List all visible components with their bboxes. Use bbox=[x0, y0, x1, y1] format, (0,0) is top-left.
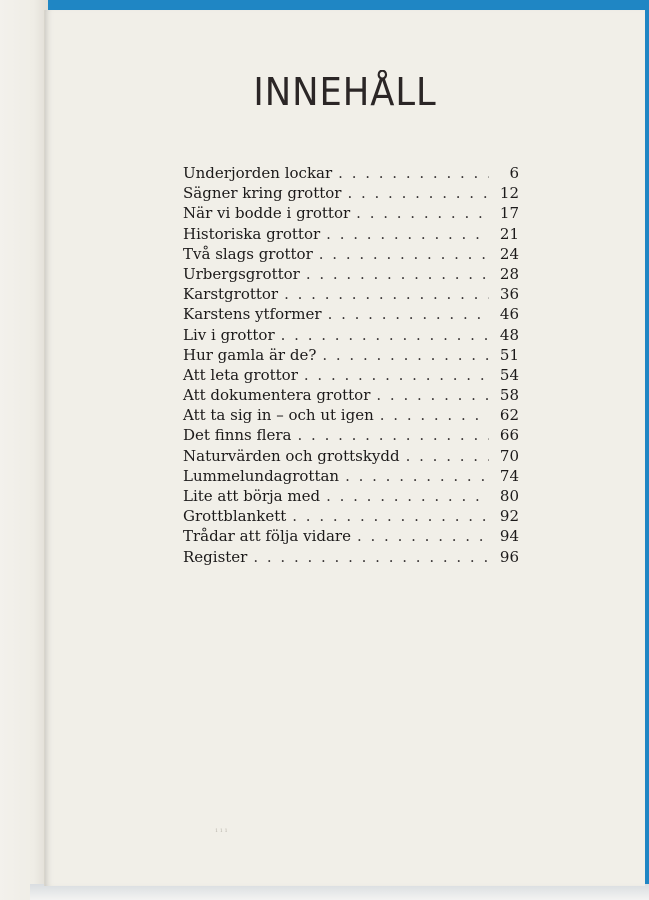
toc-entry bbox=[183, 486, 519, 506]
toc-entry-page-number: 21 bbox=[499, 224, 519, 243]
toc-entry-page-number: 70 bbox=[499, 446, 519, 465]
dot-leader bbox=[376, 385, 489, 405]
toc-entry bbox=[183, 183, 519, 203]
toc-entry-page-number: 62 bbox=[499, 406, 519, 425]
toc-entry-title: Underjorden lockar bbox=[183, 164, 333, 182]
toc-entry-title: Två slags grottor bbox=[183, 244, 313, 263]
table-of-contents bbox=[183, 163, 519, 567]
toc-entry-title: Hur gamla är de? bbox=[183, 345, 317, 364]
toc-entry-page-number: 6 bbox=[509, 164, 519, 182]
toc-entry-title: Urbergsgrottor bbox=[183, 264, 300, 283]
dot-leader bbox=[284, 284, 489, 304]
dot-leader bbox=[328, 304, 489, 324]
toc-entry-title: När vi bodde i grottor bbox=[183, 204, 351, 223]
toc-entry bbox=[183, 203, 519, 223]
toc-entry-page-number: 36 bbox=[499, 285, 519, 304]
dot-leader bbox=[281, 325, 489, 345]
dot-leader bbox=[292, 506, 489, 526]
dot-leader bbox=[253, 547, 489, 567]
toc-entry-title: Karstens ytformer bbox=[183, 305, 322, 324]
toc-entry bbox=[183, 304, 519, 324]
toc-entry-page-number: 96 bbox=[499, 547, 519, 566]
toc-entry-title: Att leta grottor bbox=[183, 365, 298, 384]
toc-entry bbox=[183, 264, 519, 284]
toc-entry bbox=[183, 466, 519, 486]
dot-leader bbox=[356, 203, 489, 223]
toc-entry-page-number: 48 bbox=[499, 325, 519, 344]
dot-leader bbox=[326, 224, 489, 244]
toc-entry-title: Grottblankett bbox=[183, 507, 287, 526]
toc-entry-page-number: 54 bbox=[499, 365, 519, 384]
toc-entry-page-number: 12 bbox=[499, 184, 519, 203]
left-page bbox=[0, 0, 48, 900]
toc-entry bbox=[183, 284, 519, 304]
toc-entry-page-number: 80 bbox=[499, 487, 519, 505]
dot-leader bbox=[347, 183, 489, 203]
page-mark: 1 1 1 bbox=[215, 828, 228, 834]
toc-entry-page-number: 66 bbox=[499, 426, 519, 445]
dot-leader bbox=[357, 526, 489, 546]
toc-entry-title: Lite att börja med bbox=[183, 487, 321, 505]
toc-entry-title: Lummelundagrottan bbox=[183, 466, 340, 485]
toc-entry bbox=[183, 224, 519, 244]
toc-entry-page-number: 74 bbox=[499, 466, 519, 485]
toc-entry-title: Trådar att följa vidare bbox=[183, 527, 351, 546]
toc-entry-page-number: 94 bbox=[499, 527, 519, 546]
toc-entry-page-number: 92 bbox=[499, 507, 519, 526]
toc-entry bbox=[183, 365, 519, 385]
toc-entry-title: Att dokumentera grottor bbox=[183, 386, 371, 405]
toc-entry-page-number: 46 bbox=[499, 305, 519, 324]
toc-entry bbox=[183, 405, 519, 425]
dot-leader bbox=[322, 345, 489, 365]
toc-entry-title: Karstgrottor bbox=[183, 285, 279, 304]
page-title: INNEHÅLL bbox=[253, 70, 437, 114]
dot-leader bbox=[298, 425, 490, 445]
toc-entry-title: Det finns flera bbox=[183, 426, 292, 445]
dot-leader bbox=[338, 163, 489, 183]
toc-entry bbox=[183, 526, 519, 546]
contents-page bbox=[44, 10, 645, 886]
dot-leader bbox=[319, 244, 489, 264]
dot-leader bbox=[326, 486, 489, 506]
page-shadow bbox=[30, 884, 649, 900]
toc-entry-page-number: 58 bbox=[499, 386, 519, 405]
toc-entry-title: Sägner kring grottor bbox=[183, 184, 342, 203]
toc-entry-page-number: 24 bbox=[499, 244, 519, 263]
toc-entry bbox=[183, 345, 519, 365]
toc-entry-title: Liv i grottor bbox=[183, 325, 275, 344]
dot-leader bbox=[380, 405, 489, 425]
toc-entry bbox=[183, 446, 519, 466]
toc-entry-page-number: 51 bbox=[499, 345, 519, 364]
toc-entry-title: Naturvärden och grottskydd bbox=[183, 446, 400, 465]
toc-entry-page-number: 17 bbox=[499, 204, 519, 223]
toc-entry bbox=[183, 385, 519, 405]
toc-entry bbox=[183, 425, 519, 445]
toc-entry bbox=[183, 163, 519, 183]
toc-entry-title: Register bbox=[183, 547, 248, 566]
dot-leader bbox=[406, 446, 489, 466]
dot-leader bbox=[345, 466, 489, 486]
toc-entry bbox=[183, 244, 519, 264]
dot-leader bbox=[304, 365, 489, 385]
toc-entry bbox=[183, 506, 519, 526]
toc-entry bbox=[183, 547, 519, 567]
toc-entry-page-number: 28 bbox=[499, 264, 519, 283]
toc-entry-title: Historiska grottor bbox=[183, 224, 321, 243]
toc-entry-title: Att ta sig in – och ut igen bbox=[183, 406, 374, 425]
toc-entry bbox=[183, 325, 519, 345]
dot-leader bbox=[306, 264, 489, 284]
